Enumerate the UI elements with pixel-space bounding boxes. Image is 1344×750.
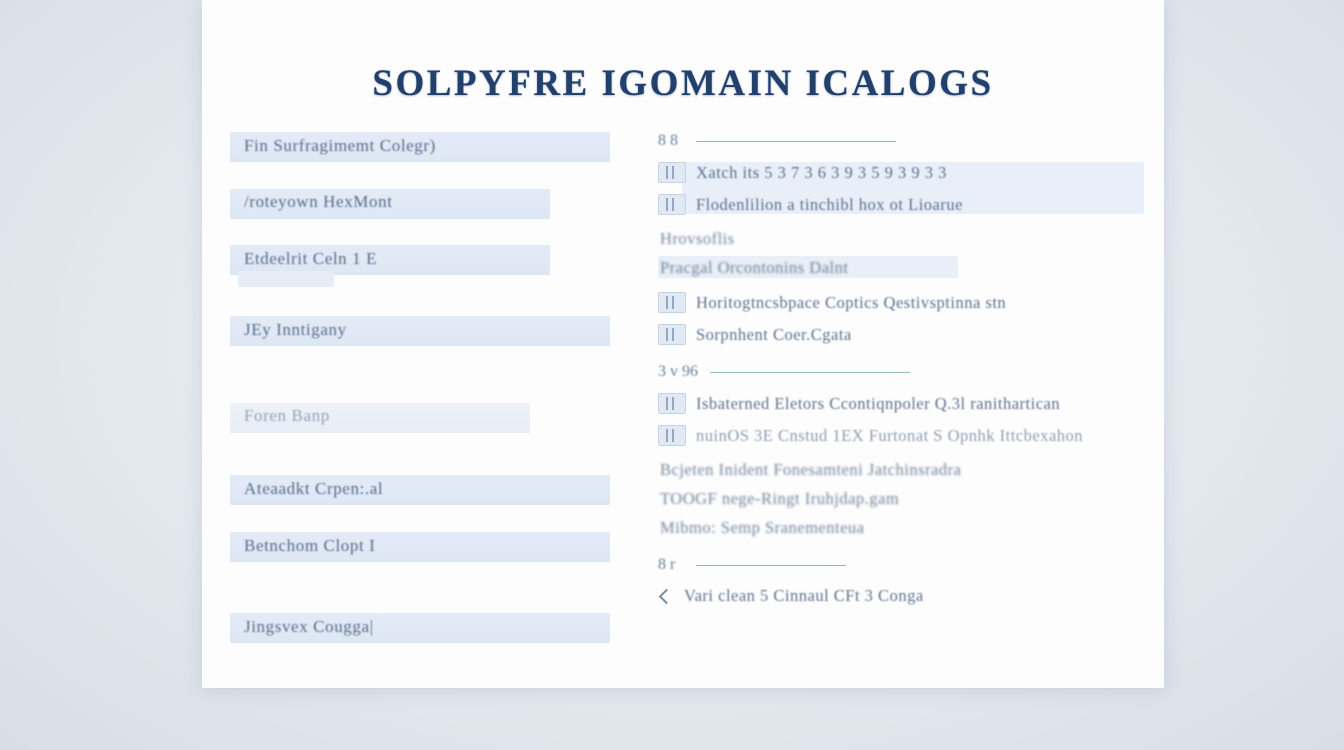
list-item-label: Flodenlilion a tinchibl hox ot Lioarue xyxy=(696,194,963,214)
book-icon xyxy=(658,292,686,313)
list-item[interactable] xyxy=(230,613,626,641)
section-header xyxy=(658,132,1142,150)
section-divider xyxy=(696,141,896,142)
field-label: JEy Inntigany xyxy=(244,319,347,339)
list-item[interactable] xyxy=(230,245,626,273)
list-item-label: Isbaterned Eletors Ccontiqnpoler Q.3l ranithartican xyxy=(696,393,1061,413)
list-item[interactable] xyxy=(658,194,1142,215)
field-label: Ateaadkt Crpen:.al xyxy=(244,478,384,498)
list-item[interactable] xyxy=(658,425,1142,446)
list-item-label: Sorpnhent Coer.Cgata xyxy=(696,324,852,344)
left-column xyxy=(230,132,626,670)
note-line: Hrovsoflis xyxy=(660,229,735,248)
list-item[interactable] xyxy=(658,586,1142,606)
list-item[interactable] xyxy=(230,189,626,217)
section-number: 3 v 96 xyxy=(658,363,698,380)
section-header xyxy=(658,556,1142,574)
list-item[interactable] xyxy=(658,393,1142,414)
note-line: Mibmo: Semp Sranementeua xyxy=(660,518,865,537)
book-icon xyxy=(658,324,686,345)
list-item[interactable] xyxy=(658,324,1142,345)
book-icon xyxy=(658,393,686,414)
chevron-left-icon xyxy=(658,587,674,606)
field-label: Betnchom Clopt I xyxy=(244,535,376,555)
list-item[interactable] xyxy=(230,475,626,503)
list-item-label: Xatch its 5 3 7 3 6 3 9 3 5 9 3 9 3 3 xyxy=(696,162,947,182)
book-icon xyxy=(658,425,686,446)
section-group xyxy=(658,132,1142,345)
field-label: Jingsvex Cougga| xyxy=(244,617,374,637)
right-column xyxy=(650,132,1142,670)
field-secondary-bar xyxy=(238,271,334,287)
note-line: TOOGF nege-Ringt Iruhjdap.gam xyxy=(660,489,900,508)
field-label: Etdeelrit Celn 1 E xyxy=(244,249,378,269)
section-notes xyxy=(658,229,1142,278)
note-line: Bcjeten Inident Fonesamteni Jatchinsradra xyxy=(660,460,962,479)
document-sheet xyxy=(202,0,1164,688)
section-number: 8 8 xyxy=(658,132,678,149)
section-notes xyxy=(658,460,1142,538)
list-item-label: nuinOS 3E Cnstud 1EX Furtonat S Opnhk Ittcbexahon xyxy=(696,425,1084,445)
list-item[interactable] xyxy=(658,292,1142,313)
list-item[interactable] xyxy=(230,403,626,431)
document-columns xyxy=(230,132,1142,670)
field-label: Foren Banp xyxy=(244,406,330,426)
list-item[interactable] xyxy=(658,162,1142,183)
section-group xyxy=(658,556,1142,606)
book-icon xyxy=(658,162,686,183)
note-line: Pracgal Orcontonins Dalnt xyxy=(660,258,849,277)
field-label: /roteyown HexMont xyxy=(244,192,393,212)
list-item[interactable] xyxy=(230,316,626,344)
list-item-label: Vari clean 5 Cinnaul CFt 3 Conga xyxy=(684,586,924,605)
section-number: 8 r xyxy=(658,556,676,573)
page-title: SOLPYFRE IGOMAIN ICALOGS xyxy=(372,63,994,104)
list-item[interactable] xyxy=(230,532,626,560)
book-icon xyxy=(658,194,686,215)
list-item[interactable] xyxy=(230,132,626,160)
section-header xyxy=(658,363,1142,381)
section-divider xyxy=(710,372,910,373)
list-item-label: Horitogtncsbpace Coptics Qestivsptinna stn xyxy=(696,292,1007,312)
section-divider xyxy=(696,565,846,566)
section-group xyxy=(658,363,1142,538)
field-label: Fin Surfragimemt Colegr) xyxy=(244,135,436,155)
